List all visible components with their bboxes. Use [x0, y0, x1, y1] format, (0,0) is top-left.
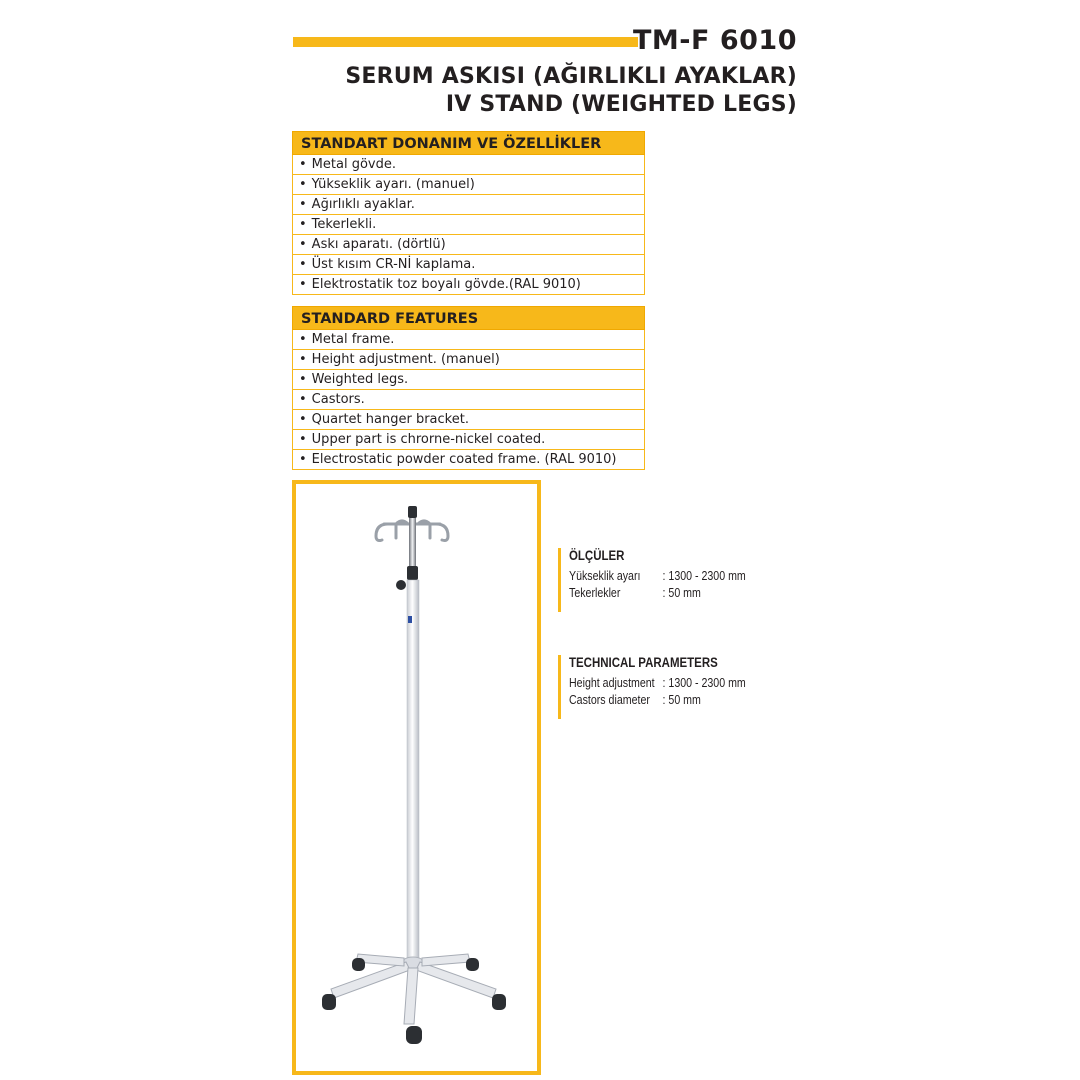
feature-item: • Ağırlıklı ayaklar.	[292, 195, 645, 215]
features-table-en	[292, 306, 645, 470]
features-heading-tr: STANDART DONANIM VE ÖZELLİKLER	[292, 131, 645, 155]
spec-row: Tekerlekler : 50 mm	[569, 586, 701, 600]
feature-item: • Askı aparatı. (dörtlü)	[292, 235, 645, 255]
product-title-en: IV STAND (WEIGHTED LEGS)	[445, 92, 797, 117]
feature-item: • Metal gövde.	[292, 155, 645, 175]
feature-item: • Elektrostatik toz boyalı gövde.(RAL 9010)	[292, 275, 645, 295]
iv-stand-image	[296, 484, 537, 1071]
specs-block-en	[558, 655, 777, 719]
spec-row: Castors diameter : 50 mm	[569, 693, 701, 707]
specs-block-tr	[558, 548, 777, 612]
specs-heading-en: TECHNICAL PARAMETERS	[569, 655, 718, 670]
feature-item: • Üst kısım CR-Nİ kaplama.	[292, 255, 645, 275]
model-code: TM-F 6010	[633, 25, 797, 56]
feature-item: • Height adjustment. (manuel)	[292, 350, 645, 370]
specs-heading-tr: ÖLÇÜLER	[569, 548, 625, 563]
feature-item: • Electrostatic powder coated frame. (RAL 9010)	[292, 450, 645, 470]
spec-row: Yükseklik ayarı : 1300 - 2300 mm	[569, 569, 746, 583]
product-photo-frame	[292, 480, 541, 1075]
features-table-tr	[292, 131, 645, 295]
feature-item: • Yükseklik ayarı. (manuel)	[292, 175, 645, 195]
feature-item: • Upper part is chrorne-nickel coated.	[292, 430, 645, 450]
spec-row: Height adjustment : 1300 - 2300 mm	[569, 676, 746, 690]
features-heading-en: STANDARD FEATURES	[292, 306, 645, 330]
accent-bar	[293, 37, 638, 47]
product-title-tr: SERUM ASKISI (AĞIRLIKLI AYAKLAR)	[345, 64, 797, 89]
feature-item: • Tekerlekli.	[292, 215, 645, 235]
feature-item: • Weighted legs.	[292, 370, 645, 390]
feature-item: • Metal frame.	[292, 330, 645, 350]
feature-item: • Quartet hanger bracket.	[292, 410, 645, 430]
feature-item: • Castors.	[292, 390, 645, 410]
